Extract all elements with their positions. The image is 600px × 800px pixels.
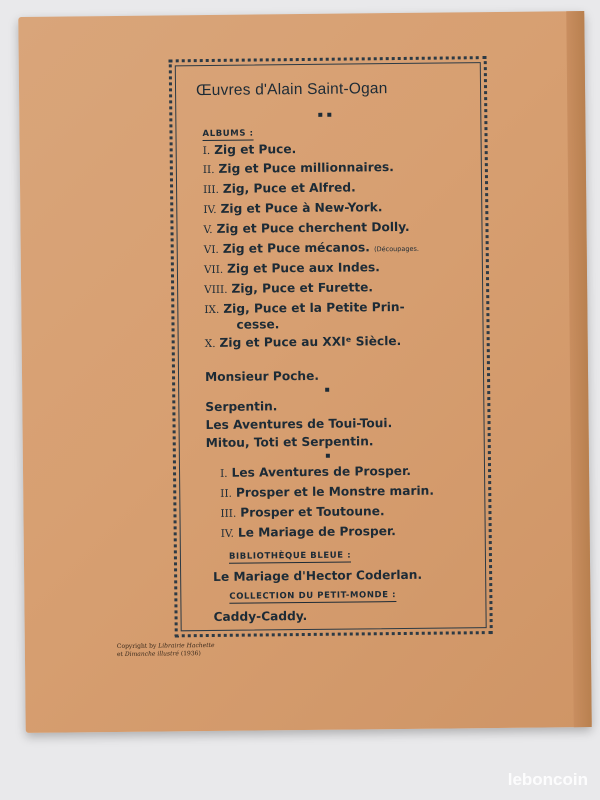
list-item [203,180,356,196]
list-item [204,260,380,276]
list-item [203,220,409,236]
item-note: (Découpages. [374,244,420,254]
collection-title: Caddy-Caddy. [213,608,308,624]
item-number: VI. [203,243,219,257]
collection-heading: COLLECTION DU PETIT-MONDE : [229,590,397,602]
copyright-year: (1936) [180,650,201,658]
watermark-logo: leboncoin [507,770,588,789]
item-number: V. [203,223,213,237]
item-number: I. [219,467,228,480]
ornament-square [325,388,329,392]
item-title: Zig et Puce à New-York. [220,200,383,216]
item-title: Zig et Puce millionnaires. [218,160,394,176]
list-item [203,160,394,176]
booklet-page [18,11,591,733]
copyright-notice [117,642,215,659]
item-number: III. [220,507,237,520]
copyright-periodical: Dimanche illustré [124,650,179,658]
item-title: Zig et Puce cherchent Dolly. [216,219,410,236]
item-title: Les Aventures de Prosper. [231,463,412,480]
item-number: II. [202,163,215,177]
item-number: IX. [204,303,220,317]
item-number: VIII. [204,283,228,297]
bibliotheque-heading: BIBLIOTHÈQUE BLEUE : [228,550,352,562]
item-title: Zig, Puce et la Petite Prin- [223,299,405,316]
bibliotheque-title: Le Mariage d'Hector Coderlan. [213,567,423,584]
list-item [204,300,404,316]
ornament-square [326,454,330,458]
item-title: Prosper et Toutoune. [240,504,385,520]
booklet-spine [566,11,591,727]
item-title: Le Mariage de Prosper. [237,524,396,540]
single-title: Monsieur Poche. [204,368,320,385]
item-title: Zig et Puce aux Indes. [227,260,380,276]
item-title: Prosper et le Monstre marin. [235,483,434,500]
list-item [203,200,382,216]
item-number: IV. [220,527,234,540]
copyright-conj: et [116,650,123,658]
ornament-square [318,113,322,117]
item-title: Zig et Puce mécanos. [222,240,370,256]
list-item [205,334,402,350]
list-item [204,240,419,256]
item-title: Zig et Puce au XXIᵉ Siècle. [219,333,402,350]
list-item-continued [236,317,279,331]
list-item [220,504,384,520]
serpentin-item: Serpentin. [205,399,278,415]
item-number: III. [203,183,219,197]
ornament-square [327,113,331,117]
item-number: X. [204,337,216,351]
serpentin-item: Les Aventures de Toui-Toui. [205,416,393,433]
item-title: Zig et Puce. [214,142,297,157]
copyright-prefix: Copyright by [116,642,157,650]
page-title: Œuvres d'Alain Saint-Ogan [195,80,388,100]
albums-heading: ALBUMS : [202,128,254,140]
item-number: IV. [203,203,217,217]
copyright-line-2 [117,650,215,659]
item-title: cesse. [236,317,280,332]
item-number: II. [220,487,232,500]
item-title: Zig, Puce et Furette. [231,280,374,296]
list-item [221,524,396,540]
list-item [203,142,297,157]
works-list [172,59,490,634]
copyright-publisher: Librairie Hachette [158,641,215,650]
list-item [204,280,373,296]
item-number: VII. [203,263,224,277]
serpentin-item: Mitou, Toti et Serpentin. [205,434,374,451]
item-title: Zig, Puce et Alfred. [222,180,356,196]
item-number: I. [202,144,211,158]
list-item [220,464,411,480]
dotted-frame [169,56,493,637]
list-item [220,484,434,500]
